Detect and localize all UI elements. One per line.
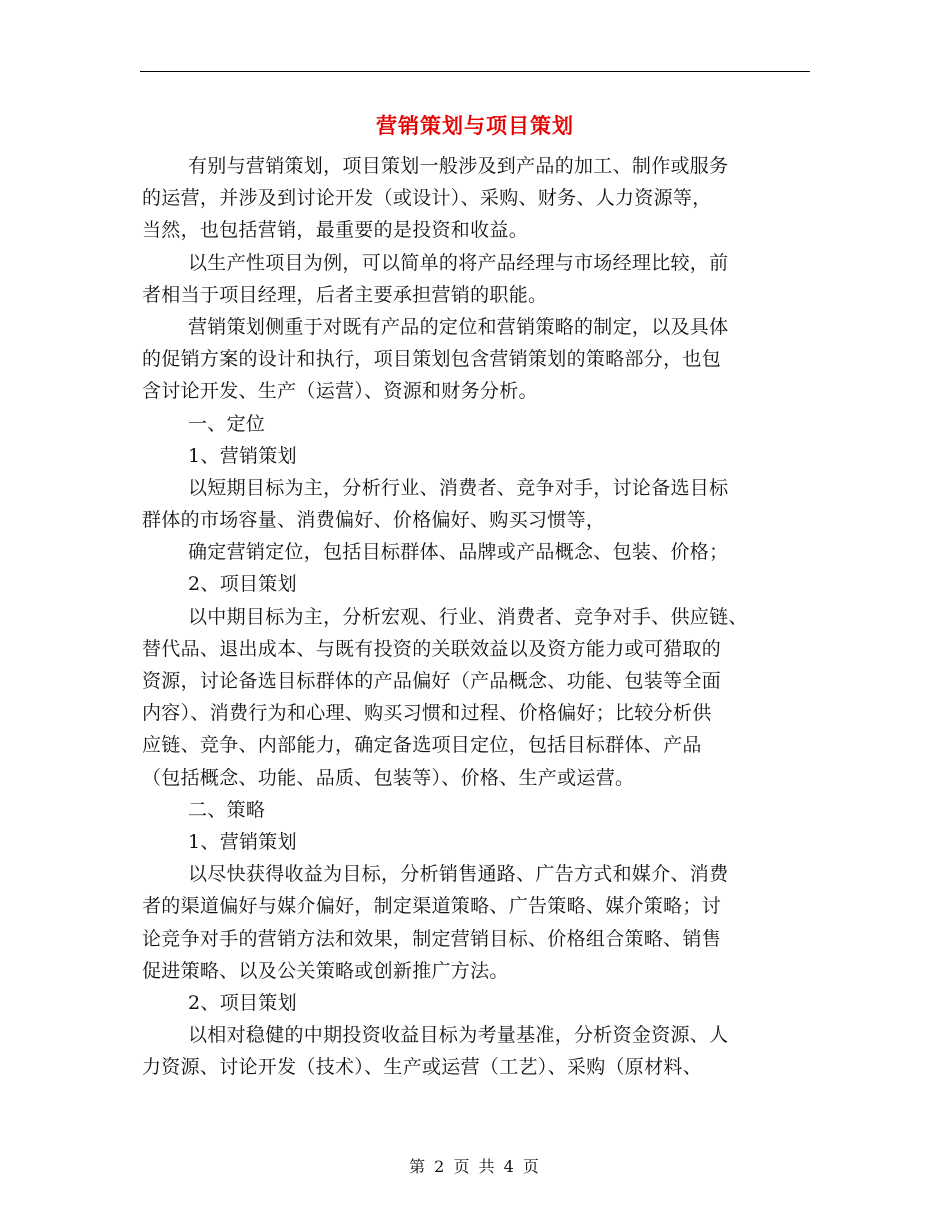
document-body (142, 150, 810, 1083)
body-line: 的促销方案的设计和执行，项目策划包含营销策划的策略部分，也包 (142, 348, 722, 371)
body-line: 资源，讨论备选目标群体的产品偏好（产品概念、功能、包装等全面 (142, 670, 722, 692)
body-line: （包括概念、功能、品质、包装等）、价格、生产或运营。 (142, 766, 635, 789)
body-line: 1、营销策划 (188, 830, 297, 853)
body-line: 以生产性项目为例，可以简单的将产品经理与市场经理比较，前 (188, 251, 729, 274)
body-line: 有别与营销策划，项目策划一般涉及到产品的加工、制作或服务 (188, 155, 729, 177)
document-title: 营销策划与项目策划 (376, 113, 574, 138)
body-line: 替代品、退出成本、与既有投资的关联效益以及资方能力或可猎取的 (142, 637, 722, 660)
body-line: 1、营销策划 (188, 444, 297, 467)
body-line: 二、策略 (188, 798, 266, 821)
header-rule (140, 71, 810, 72)
body-line: 2、项目策划 (188, 573, 297, 596)
page-number: 第 2 页 共 4 页 (409, 1157, 541, 1176)
body-line: 的运营，并涉及到讨论开发（或设计）、采购、财务、人力资源等， (142, 187, 712, 210)
body-line: 者相当于项目经理，后者主要承担营销的职能。 (142, 283, 548, 306)
body-line: 2、项目策划 (188, 991, 297, 1014)
body-line: 以尽快获得收益为目标，分析销售通路、广告方式和媒介、消费 (188, 863, 729, 886)
body-line: 内容）、消费行为和心理、购买习惯和过程、价格偏好；比较分析供 (142, 702, 712, 725)
body-line: 促进策略、以及公关策略或创新推广方法。 (142, 959, 509, 982)
body-line: 应链、竞争、内部能力，确定备选项目定位，包括目标群体、产品 (142, 734, 702, 757)
body-line: 者的渠道偏好与媒介偏好，制定渠道策略、广告策略、媒介策略；讨 (142, 895, 722, 918)
body-line: 以相对稳健的中期投资收益目标为考量基准，分析资金资源、人 (188, 1024, 729, 1047)
body-line: 确定营销定位，包括目标群体、品牌或产品概念、包装、价格； (188, 541, 729, 564)
body-line: 以中期目标为主，分析宏观、行业、消费者、竞争对手、供应链、 (188, 605, 748, 628)
body-line: 含讨论开发、生产（运营）、资源和财务分析。 (142, 380, 538, 403)
body-line: 群体的市场容量、消费偏好、价格偏好、购买习惯等， (142, 509, 606, 532)
body-line: 论竞争对手的营销方法和效果，制定营销目标、价格组合策略、销售 (142, 927, 722, 950)
body-line: 力资源、讨论开发（技术）、生产或运营（工艺）、采购（原材料、 (142, 1056, 703, 1079)
body-line: 一、定位 (188, 412, 266, 435)
body-line: 以短期目标为主，分析行业、消费者、竞争对手，讨论备选目标 (188, 476, 729, 499)
body-line: 营销策划侧重于对既有产品的定位和营销策略的制定，以及具体 (188, 315, 729, 338)
body-line: 当然，也包括营销，最重要的是投资和收益。 (142, 219, 529, 242)
